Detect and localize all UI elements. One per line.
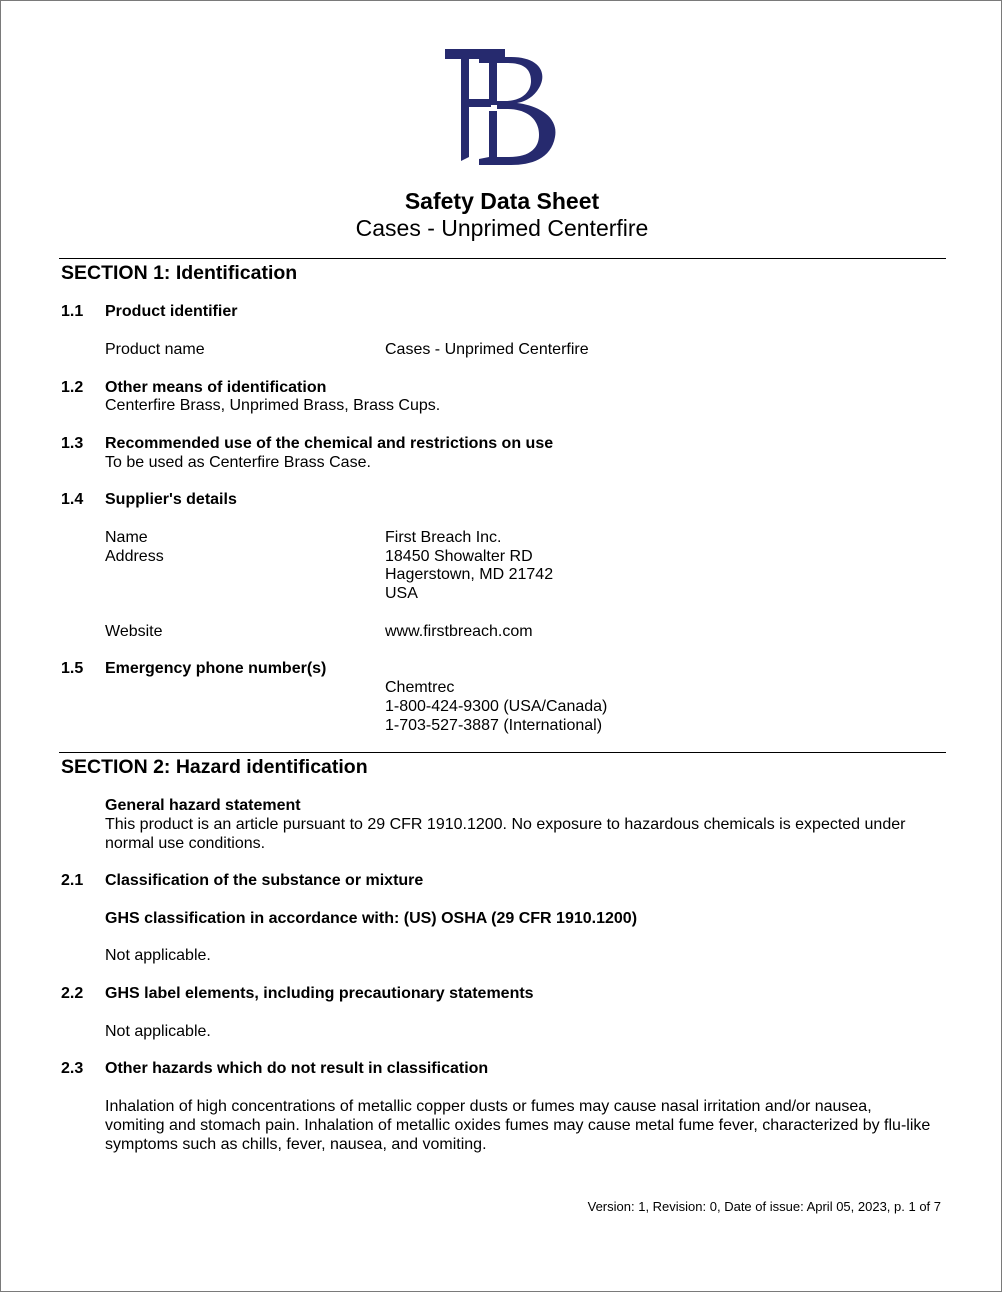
- subsection-heading: Product identifier: [105, 303, 238, 320]
- subsection-heading: GHS label elements, including precautionary statements: [105, 985, 534, 1002]
- section-divider: [59, 752, 946, 753]
- field-label: Address: [105, 548, 164, 565]
- subsection-heading: Recommended use of the chemical and restrictions on use: [105, 435, 554, 452]
- section-number: 2.3: [61, 1060, 84, 1077]
- section-1-title: SECTION 1: Identification: [61, 262, 298, 284]
- document-title: Safety Data Sheet: [404, 188, 600, 214]
- paragraph-text: Not applicable.: [105, 1023, 211, 1040]
- subsection-subheading: GHS classification in accordance with: (US) OSHA (29 CFR 1910.1200): [105, 910, 638, 927]
- section-number: 2.1: [61, 872, 84, 889]
- subsection-heading: Emergency phone number(s): [105, 660, 327, 677]
- address-line: Hagerstown, MD 21742: [385, 566, 554, 583]
- page-footer: Version: 1, Revision: 0, Date of issue: April 05, 2023, p. 1 of 7: [587, 1199, 941, 1214]
- address-line: USA: [385, 585, 418, 602]
- subsection-heading: Other means of identification: [105, 379, 327, 396]
- subsection-heading: Supplier's details: [105, 491, 237, 508]
- paragraph-text: To be used as Centerfire Brass Case.: [105, 454, 371, 471]
- section-number: 1.1: [61, 303, 84, 320]
- section-number: 1.5: [61, 660, 84, 677]
- subsection-heading: Classification of the substance or mixture: [105, 872, 424, 889]
- paragraph-text: Inhalation of high concentrations of metallic copper dusts or fumes may cause nasal irritation and/or nausea, vomiting and stomach pain. Inhalation of metallic oxides fumes may cause metal fume fever, characterized by flu-like symptoms such as chills, fever, nausea, and vomiting.: [105, 1098, 931, 1153]
- field-value: First Breach Inc.: [385, 529, 502, 546]
- phone-line: Chemtrec: [385, 679, 455, 696]
- subsection-heading: Other hazards which do not result in classification: [105, 1060, 489, 1077]
- field-label: Name: [105, 529, 148, 546]
- subsection-heading: General hazard statement: [105, 797, 301, 814]
- document-subtitle: Cases - Unprimed Centerfire: [355, 215, 649, 241]
- field-value: Cases - Unprimed Centerfire: [385, 341, 589, 358]
- field-label: Website: [105, 623, 163, 640]
- paragraph-text: This product is an article pursuant to 29 CFR 1910.1200. No exposure to hazardous chemicals is expected under normal use conditions.: [105, 816, 906, 852]
- section-2-title: SECTION 2: Hazard identification: [61, 756, 368, 778]
- field-label: Product name: [105, 341, 205, 358]
- section-divider: [59, 258, 946, 259]
- paragraph-text: Not applicable.: [105, 947, 211, 964]
- phone-line: 1-800-424-9300 (USA/Canada): [385, 698, 608, 715]
- section-number: 1.3: [61, 435, 84, 452]
- company-logo: [441, 45, 561, 169]
- section-number: 1.2: [61, 379, 84, 396]
- website-link[interactable]: www.firstbreach.com: [385, 623, 533, 640]
- section-number: 2.2: [61, 985, 84, 1002]
- section-number: 1.4: [61, 491, 84, 508]
- paragraph-text: Centerfire Brass, Unprimed Brass, Brass Cups.: [105, 397, 441, 414]
- phone-line: 1-703-527-3887 (International): [385, 717, 603, 734]
- address-line: 18450 Showalter RD: [385, 548, 533, 565]
